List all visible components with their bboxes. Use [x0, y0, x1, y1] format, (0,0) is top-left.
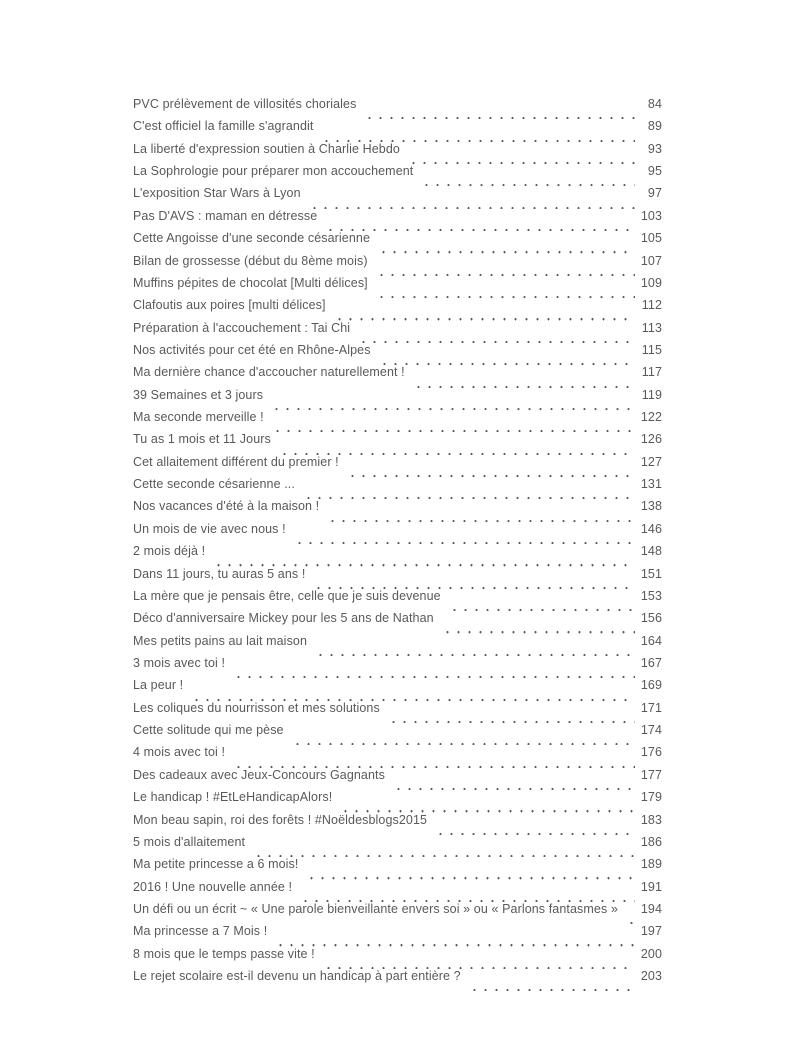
toc-entry-page-number: 126 [640, 432, 662, 447]
dot-leader [435, 813, 635, 835]
toc-entry-title: Déco d'anniversaire Mickey pour les 5 ans de Nathan [133, 611, 434, 626]
dot-leader [347, 455, 635, 477]
dot-leader [626, 902, 635, 924]
toc-entry-title: 2 mois déjà ! [133, 544, 206, 559]
dot-leader [327, 499, 635, 521]
toc-entry-title: 5 mois d'allaitement [133, 834, 246, 849]
toc-entry-title: Dans 11 jours, tu auras 5 ans ! [133, 566, 306, 581]
toc-entry[interactable] [133, 634, 662, 656]
toc-entry-title: Muffins pépites de chocolat [Multi délices] [133, 275, 368, 290]
toc-entry-page-number: 103 [640, 208, 662, 223]
toc-entry-title: Nos activités pour cet été en Rhône-Alpes [133, 342, 371, 357]
toc-entry-page-number: 191 [640, 879, 662, 894]
toc-entry-title: Cette solitude qui me pèse [133, 723, 284, 738]
toc-entry[interactable] [133, 298, 662, 320]
toc-entry-title: Un mois de vie avec nous ! [133, 521, 286, 536]
dot-leader [279, 432, 635, 454]
toc-entry[interactable] [133, 231, 662, 253]
dot-leader [340, 790, 635, 812]
toc-entry-title: 3 mois avec toi ! [133, 655, 226, 670]
toc-entry[interactable] [133, 902, 662, 924]
dot-leader [364, 97, 635, 119]
toc-entry-page-number: 93 [647, 141, 662, 156]
toc-entry-title: Cet allaitement différent du premier ! [133, 454, 339, 469]
toc-entry-page-number: 127 [640, 454, 662, 469]
toc-entry[interactable] [133, 544, 662, 566]
toc-entry-page-number: 179 [640, 790, 662, 805]
toc-entry-page-number: 84 [647, 97, 662, 111]
toc-entry-page-number: 105 [640, 231, 662, 246]
toc-entry-page-number: 177 [640, 767, 662, 782]
dot-leader [421, 164, 635, 186]
toc-entry-title: Tu as 1 mois et 11 Jours [133, 432, 271, 447]
toc-entry-page-number: 117 [641, 365, 662, 380]
toc-entry[interactable] [133, 656, 662, 678]
toc-entry-page-number: 194 [640, 901, 662, 916]
toc-entry[interactable] [133, 254, 662, 276]
toc-entry-page-number: 95 [647, 164, 662, 179]
toc-entry[interactable] [133, 880, 662, 902]
toc-entry[interactable] [133, 857, 662, 879]
toc-entry-page-number: 122 [640, 410, 662, 425]
toc-entry-page-number: 174 [640, 723, 662, 738]
toc-entry-title: 4 mois avec toi ! [133, 745, 226, 760]
toc-entry-page-number: 171 [640, 700, 662, 715]
toc-entry-title: 8 mois que le temps passe vite ! [133, 946, 315, 961]
toc-entry-title: Un défi ou un écrit ~ « Une parole bienveillante envers soi » ou « Parlons fantasmes » [133, 901, 618, 916]
toc-entry-title: C'est officiel la famille s'agrandit [133, 119, 314, 134]
toc-entry[interactable] [133, 567, 662, 589]
toc-entry[interactable] [133, 164, 662, 186]
toc-entry[interactable] [133, 276, 662, 298]
toc-entry-page-number: 189 [640, 857, 662, 872]
dot-leader [300, 880, 635, 902]
toc-entry-title: Nos vacances d'été à la maison ! [133, 499, 320, 514]
toc-entry[interactable] [133, 611, 662, 633]
dot-leader [315, 634, 635, 656]
dot-leader [358, 321, 635, 343]
dot-leader [306, 857, 635, 879]
dot-leader [376, 254, 635, 276]
toc-entry-title: La Sophrologie pour préparer mon accouchement [133, 164, 414, 179]
dot-leader [321, 119, 635, 141]
toc-entry-page-number: 146 [640, 521, 662, 536]
toc-entry-title: 2016 ! Une nouvelle année ! [133, 879, 293, 894]
dot-leader [303, 477, 635, 499]
toc-entry-page-number: 119 [641, 387, 662, 402]
toc-entry-title: 39 Semaines et 3 jours [133, 387, 264, 402]
toc-entry[interactable] [133, 388, 662, 410]
toc-entry[interactable] [133, 924, 662, 946]
toc-entry-title: Clafoutis aux poires [multi délices] [133, 298, 326, 313]
toc-entry[interactable] [133, 365, 662, 387]
toc-entry-page-number: 164 [640, 633, 662, 648]
toc-entry[interactable] [133, 790, 662, 812]
dot-leader [378, 231, 635, 253]
toc-entry-title: Préparation à l'accouchement : Tai Chi [133, 320, 351, 335]
toc-entry-page-number: 167 [640, 655, 662, 670]
toc-entry-page-number: 112 [641, 298, 662, 313]
toc-entry-page-number: 153 [640, 588, 662, 603]
dot-leader [233, 656, 635, 678]
toc-entry[interactable] [133, 119, 662, 141]
dot-leader [313, 567, 635, 589]
toc-entry[interactable] [133, 522, 662, 544]
dot-leader [275, 924, 635, 946]
toc-entry-page-number: 115 [641, 342, 662, 357]
toc-entry[interactable] [133, 97, 662, 119]
toc-entry[interactable] [133, 947, 662, 969]
toc-entry-page-number: 89 [647, 119, 662, 134]
toc-entry[interactable] [133, 701, 662, 723]
toc-entry-page-number: 200 [640, 946, 662, 961]
dot-leader [292, 723, 635, 745]
toc-entry-title: Ma seconde merveille ! [133, 410, 264, 425]
toc-entry-title: Ma dernière chance d'accoucher naturellement ! [133, 365, 405, 380]
dot-leader [325, 209, 635, 231]
dot-leader [271, 388, 635, 410]
toc-entry-page-number: 97 [647, 186, 662, 201]
toc-entry-page-number: 186 [640, 834, 662, 849]
dot-leader [469, 969, 635, 991]
dot-leader [253, 835, 635, 857]
toc-entry-page-number: 113 [641, 320, 662, 335]
toc-entry-title: Cette seconde césarienne ... [133, 477, 295, 492]
toc-entry-title: Les coliques du nourrisson et mes solutions [133, 700, 380, 715]
toc-entry-page-number: 131 [640, 477, 662, 492]
toc-entry-title: L'exposition Star Wars à Lyon [133, 186, 301, 201]
dot-leader [379, 343, 635, 365]
toc-entry[interactable] [133, 209, 662, 231]
dot-leader [294, 522, 635, 544]
dot-leader [449, 589, 635, 611]
dot-leader [323, 947, 635, 969]
toc-entry-page-number: 169 [640, 678, 662, 693]
toc-entry-page-number: 107 [640, 253, 662, 268]
toc-entry[interactable] [133, 589, 662, 611]
toc-entry-title: Le handicap ! #EtLeHandicapAlors! [133, 790, 333, 805]
dot-leader [309, 186, 635, 208]
toc-entry[interactable] [133, 768, 662, 790]
toc-entry-page-number: 138 [640, 499, 662, 514]
toc-entry[interactable] [133, 321, 662, 343]
toc-entry[interactable] [133, 455, 662, 477]
toc-entry-page-number: 197 [640, 924, 662, 939]
toc-entry[interactable] [133, 678, 662, 700]
toc-entry-page-number: 183 [640, 812, 662, 827]
toc-entry[interactable] [133, 142, 662, 164]
toc-entry-title: Des cadeaux avec Jeux-Concours Gagnants [133, 767, 385, 782]
toc-entry-page-number: 151 [640, 566, 662, 581]
toc-entry-title: Le rejet scolaire est-il devenu un handicap à part entière ? [133, 969, 461, 984]
dot-leader [376, 276, 635, 298]
toc-entry-title: Ma princesse a 7 Mois ! [133, 924, 268, 939]
toc-entry[interactable] [133, 969, 662, 991]
toc-entry[interactable] [133, 499, 662, 521]
toc-entry[interactable] [133, 813, 662, 835]
dot-leader [233, 745, 635, 767]
dot-leader [442, 611, 635, 633]
toc-entry-title: Mon beau sapin, roi des forêts ! #Noëldesblogs2015 [133, 812, 428, 827]
dot-leader [413, 365, 635, 387]
toc-entry-title: La liberté d'expression soutien à Charlie Hebdo [133, 141, 400, 156]
toc-entry-page-number: 156 [640, 611, 662, 626]
toc-entry-page-number: 203 [640, 969, 662, 984]
toc-entry[interactable] [133, 723, 662, 745]
toc-entry-page-number: 176 [640, 745, 662, 760]
toc-entry-title: Mes petits pains au lait maison [133, 633, 308, 648]
dot-leader [334, 298, 635, 320]
toc-entry[interactable] [133, 745, 662, 767]
toc-entry-page-number: 148 [640, 544, 662, 559]
toc-entry-title: La peur ! [133, 678, 184, 693]
table-of-contents [133, 97, 662, 991]
dot-leader [191, 678, 635, 700]
dot-leader [388, 701, 635, 723]
dot-leader [213, 544, 635, 566]
toc-entry-title: Bilan de grossesse (début du 8ème mois) [133, 253, 368, 268]
toc-entry-title: Cette Angoisse d'une seconde césarienne [133, 231, 371, 246]
toc-entry[interactable] [133, 410, 662, 432]
dot-leader [393, 768, 635, 790]
toc-entry-title: Ma petite princesse a 6 mois! [133, 857, 299, 872]
dot-leader [408, 142, 635, 164]
dot-leader [272, 410, 635, 432]
toc-entry-title: PVC prélèvement de villosités choriales [133, 97, 357, 111]
toc-entry-page-number: 109 [640, 275, 662, 290]
toc-entry-title: Pas D'AVS : maman en détresse [133, 208, 318, 223]
toc-entry[interactable] [133, 835, 662, 857]
toc-entry[interactable] [133, 432, 662, 454]
toc-entry[interactable] [133, 186, 662, 208]
toc-entry[interactable] [133, 477, 662, 499]
toc-entry-title: La mère que je pensais être, celle que je suis devenue [133, 588, 441, 603]
toc-entry[interactable] [133, 343, 662, 365]
